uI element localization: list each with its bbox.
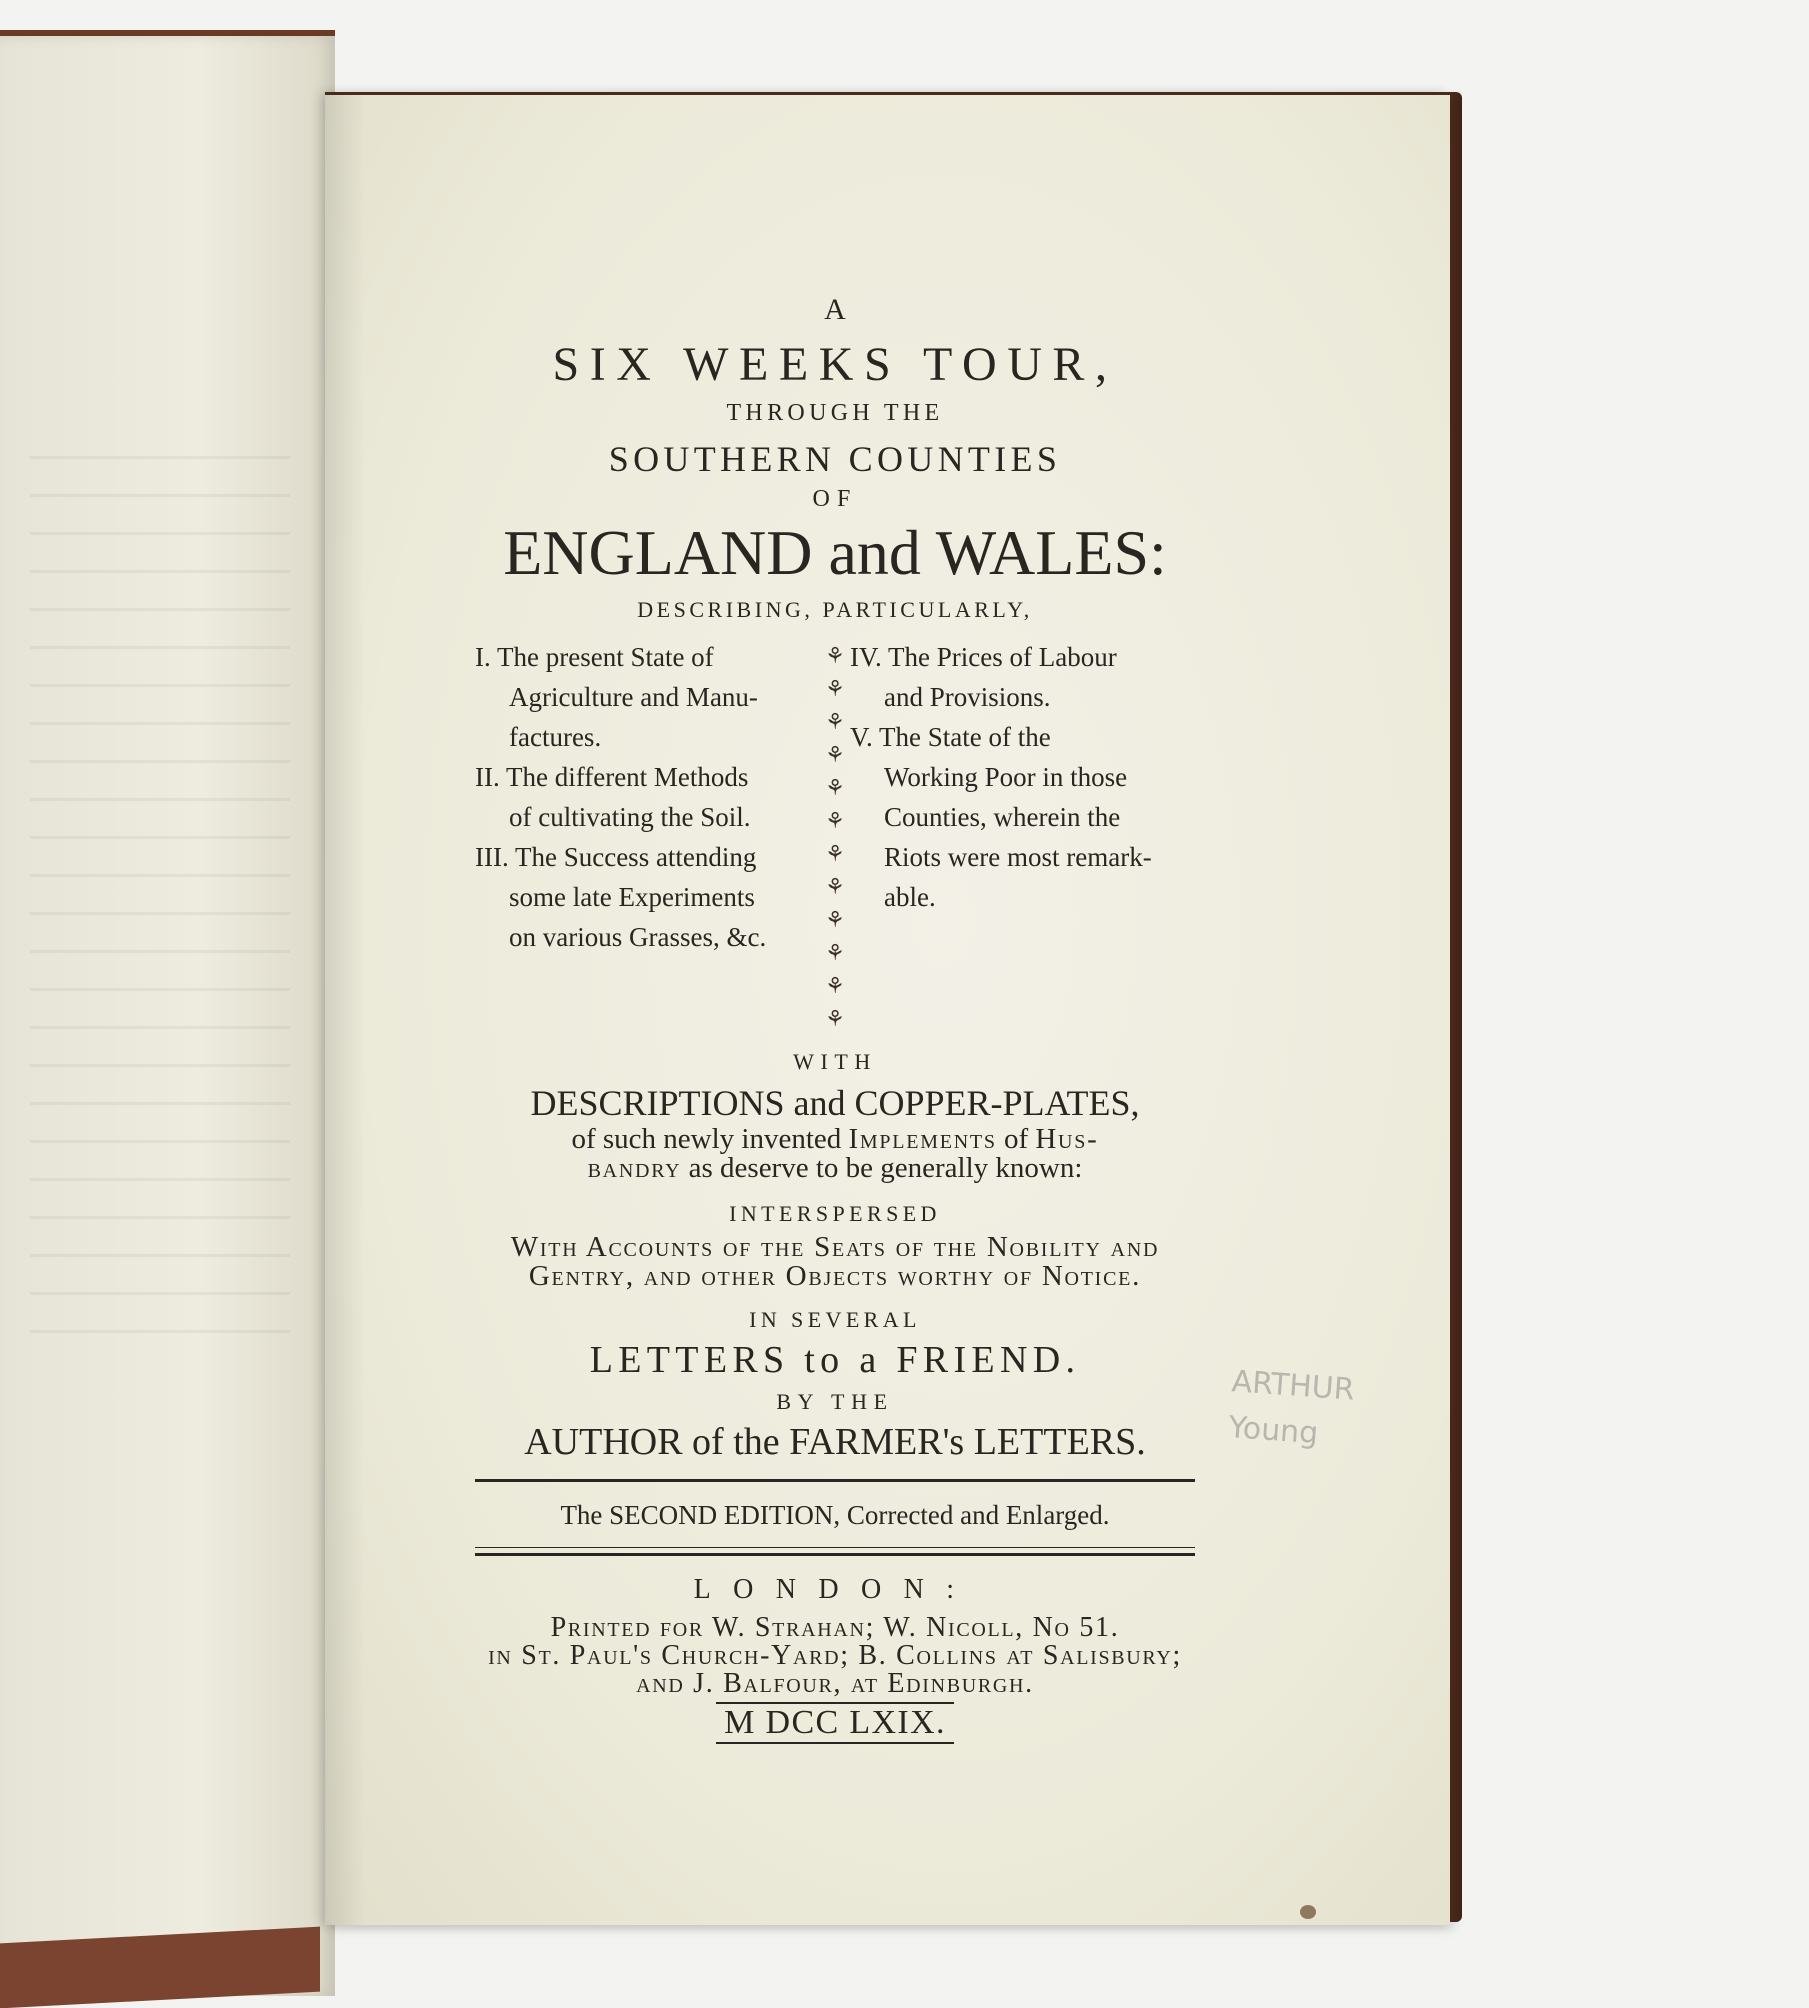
ornament-icon: ⚘ (825, 643, 845, 668)
contents-item-line: and Provisions. (884, 682, 1051, 712)
imprint-line-1: Printed for W. Strahan; W. Nicoll, No 51. (550, 1612, 1120, 1643)
left-page-bleedthrough (30, 456, 290, 1356)
ornament-icon: ⚘ (825, 775, 845, 800)
interspersed-line-1: With Accounts of the Seats of the Nobility and (510, 1231, 1160, 1263)
with-heading: WITH (793, 1049, 877, 1074)
ornament-icon: ⚘ (825, 907, 845, 932)
ornament-icon: ⚘ (825, 808, 845, 833)
implements-text (475, 1125, 1195, 1183)
imprint-line-2: in St. Paul's Church-Yard; B. Collins at Salisbury; (488, 1640, 1182, 1671)
subtitle-england: ENGLAND and WALES: (503, 517, 1167, 588)
author-line: AUTHOR of the FARMER's LETTERS. (524, 1421, 1146, 1463)
ornament-icon: ⚘ (825, 973, 845, 998)
contents-item-line: Counties, wherein the (884, 802, 1121, 832)
contents-item-line: able. (884, 882, 936, 912)
contents-item (850, 717, 1195, 917)
contents-right (850, 637, 1195, 917)
double-rule-divider (475, 1547, 1195, 1556)
subtitle-through: THROUGH THE (726, 400, 944, 426)
ornament-icon: ⚘ (825, 709, 845, 734)
interspersed-text (475, 1233, 1195, 1291)
contents-item-line: of cultivating the Soil. (509, 802, 751, 832)
pencil-annotation-line: Young (1227, 1410, 1320, 1452)
pencil-annotation-line: ARTHUR (1230, 1364, 1356, 1408)
rule-thin (475, 1547, 1195, 1548)
ornament-icon: ⚘ (825, 676, 845, 701)
husbandry-word-end: bandry (587, 1152, 682, 1184)
by-heading: BY THE (776, 1389, 894, 1414)
contents-columns (475, 637, 1195, 1035)
publication-date: M DCC LXIX. (716, 1702, 954, 1744)
implements-text-part: of such newly invented (571, 1123, 849, 1155)
contents-item (850, 637, 1195, 717)
contents-item (475, 757, 820, 837)
contents-item-line: Agriculture and Manu- (509, 682, 758, 712)
implements-text-part: as deserve to be generally known: (681, 1152, 1083, 1184)
gutter-shadow (325, 95, 365, 1925)
imprint-line-3: and J. Balfour, at Edinburgh. (636, 1668, 1034, 1699)
imprint (475, 1614, 1195, 1698)
several-heading: IN SEVERAL (749, 1307, 921, 1332)
ornament-icon: ⚘ (825, 841, 845, 866)
subtitle-of: OF (812, 486, 858, 512)
contents-item-head: V. The State of the (850, 722, 1051, 752)
contents-item-line: on various Grasses, &c. (509, 922, 767, 952)
letters-line: LETTERS to a FRIEND. (589, 1339, 1081, 1381)
describing-heading: DESCRIBING, PARTICULARLY, (637, 597, 1033, 622)
london-heading: LONDON: (693, 1574, 977, 1605)
descriptions-line: DESCRIPTIONS and COPPER-PLATES, (530, 1083, 1140, 1123)
left-page (0, 30, 335, 1996)
contents-item (475, 837, 820, 957)
contents-item-line: Working Poor in those (884, 762, 1128, 792)
rule-divider (475, 1479, 1195, 1482)
ornament-divider (821, 637, 849, 1035)
contents-item-head: III. The Success attending (475, 842, 757, 872)
contents-item-head: II. The different Methods (475, 762, 749, 792)
rule-thick (475, 1553, 1195, 1556)
interspersed-line-2: Gentry, and other Objects worthy of Notice. (528, 1260, 1142, 1292)
pencil-annotation (1227, 1359, 1403, 1463)
title-page (325, 92, 1450, 1925)
contents-item-line: some late Experiments (509, 882, 755, 912)
contents-item-line: Riots were most remark- (884, 842, 1152, 872)
contents-item-head: IV. The Prices of Labour (850, 642, 1117, 672)
subtitle-southern: SOUTHERN COUNTIES (608, 439, 1062, 479)
implements-text-part: of (996, 1123, 1036, 1155)
contents-item-head: I. The present State of (475, 642, 714, 672)
ornament-icon: ⚘ (825, 940, 845, 965)
interspersed-heading: INTERSPERSED (729, 1201, 941, 1226)
implements-line-2 (475, 1154, 1195, 1183)
ornament-icon: ⚘ (825, 874, 845, 899)
title-block (475, 295, 1195, 1744)
contents-left (475, 637, 820, 957)
title-article: A (824, 293, 846, 326)
ornament-icon: ⚘ (825, 742, 845, 767)
husbandry-word-start: Hus- (1035, 1123, 1099, 1155)
implements-line-1 (475, 1125, 1195, 1154)
main-title: SIX WEEKS TOUR, (552, 338, 1118, 391)
implements-word: Implements (848, 1123, 997, 1155)
contents-item (475, 637, 820, 757)
foxing-spot (1300, 1905, 1316, 1919)
ornament-icon: ⚘ (825, 1006, 845, 1031)
edition-line: The SECOND EDITION, Corrected and Enlarged. (560, 1500, 1110, 1530)
contents-item-line: factures. (509, 722, 602, 752)
